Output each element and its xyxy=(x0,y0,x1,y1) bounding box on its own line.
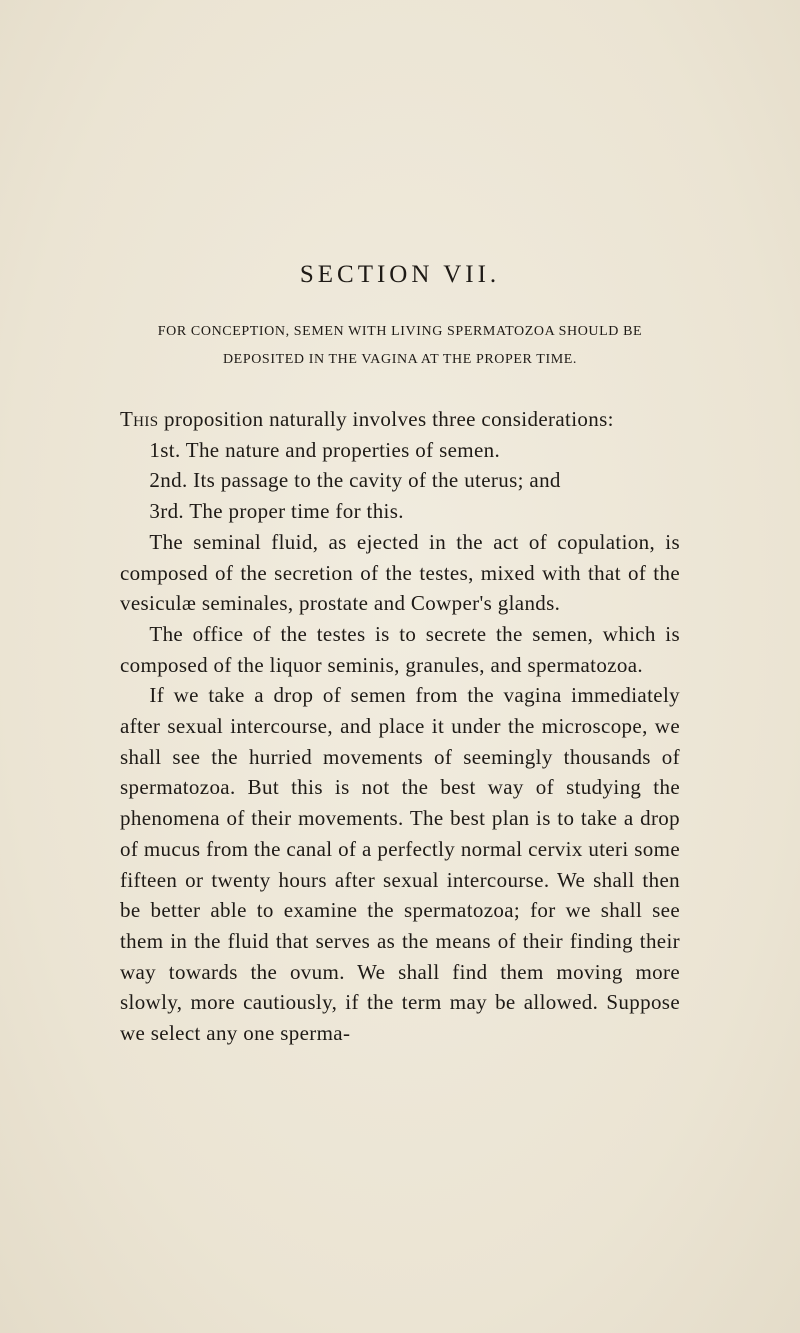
paragraph-microscope: If we take a drop of semen from the vagina immediately after sexual intercourse, and place it under the microscope, we shall see the hurried movements of seemingly thousands of spermatozoa. But this is not the best way of studying the phenomena of their movements. The best plan is to take a drop of mucus from the canal of a perfectly normal cervix uteri some fifteen or twenty hours after sexual intercourse. We shall then be better able to examine the spermatozoa; for we shall see them in the fluid that serves as the means of their finding their way towards the ovum. We shall find them moving more slowly, more cautiously, if the term may be allowed. Suppose we select any one sperma- xyxy=(120,683,680,1046)
consideration-1: 1st. The nature and properties of semen. xyxy=(149,437,501,462)
paragraph-seminal-fluid: The seminal fluid, as ejected in the act of copulation, is composed of the secretion of the testes, mixed with that of the vesiculæ seminales, prostate and Cowper's glands. xyxy=(120,529,680,616)
consideration-3: 3rd. The proper time for this. xyxy=(149,499,404,524)
body-text xyxy=(120,404,680,1049)
intro-paragraph xyxy=(120,404,680,435)
paragraph-testes-office: The office of the testes is to secrete the semen, which is composed of the liquor seminis, granules, and spermatozoa. xyxy=(120,621,680,677)
intro-lead-word: This xyxy=(120,407,159,431)
consideration-2: 2nd. Its passage to the cavity of the uterus; and xyxy=(149,468,561,493)
section-heading: SECTION VII. xyxy=(299,261,501,288)
intro-rest: proposition naturally involves three considerations: xyxy=(164,407,614,431)
section-subtitle: FOR CONCEPTION, SEMEN WITH LIVING SPERMATOZOA SHOULD BE DEPOSITED IN THE VAGINA AT THE PROPER TIME. xyxy=(157,324,643,367)
